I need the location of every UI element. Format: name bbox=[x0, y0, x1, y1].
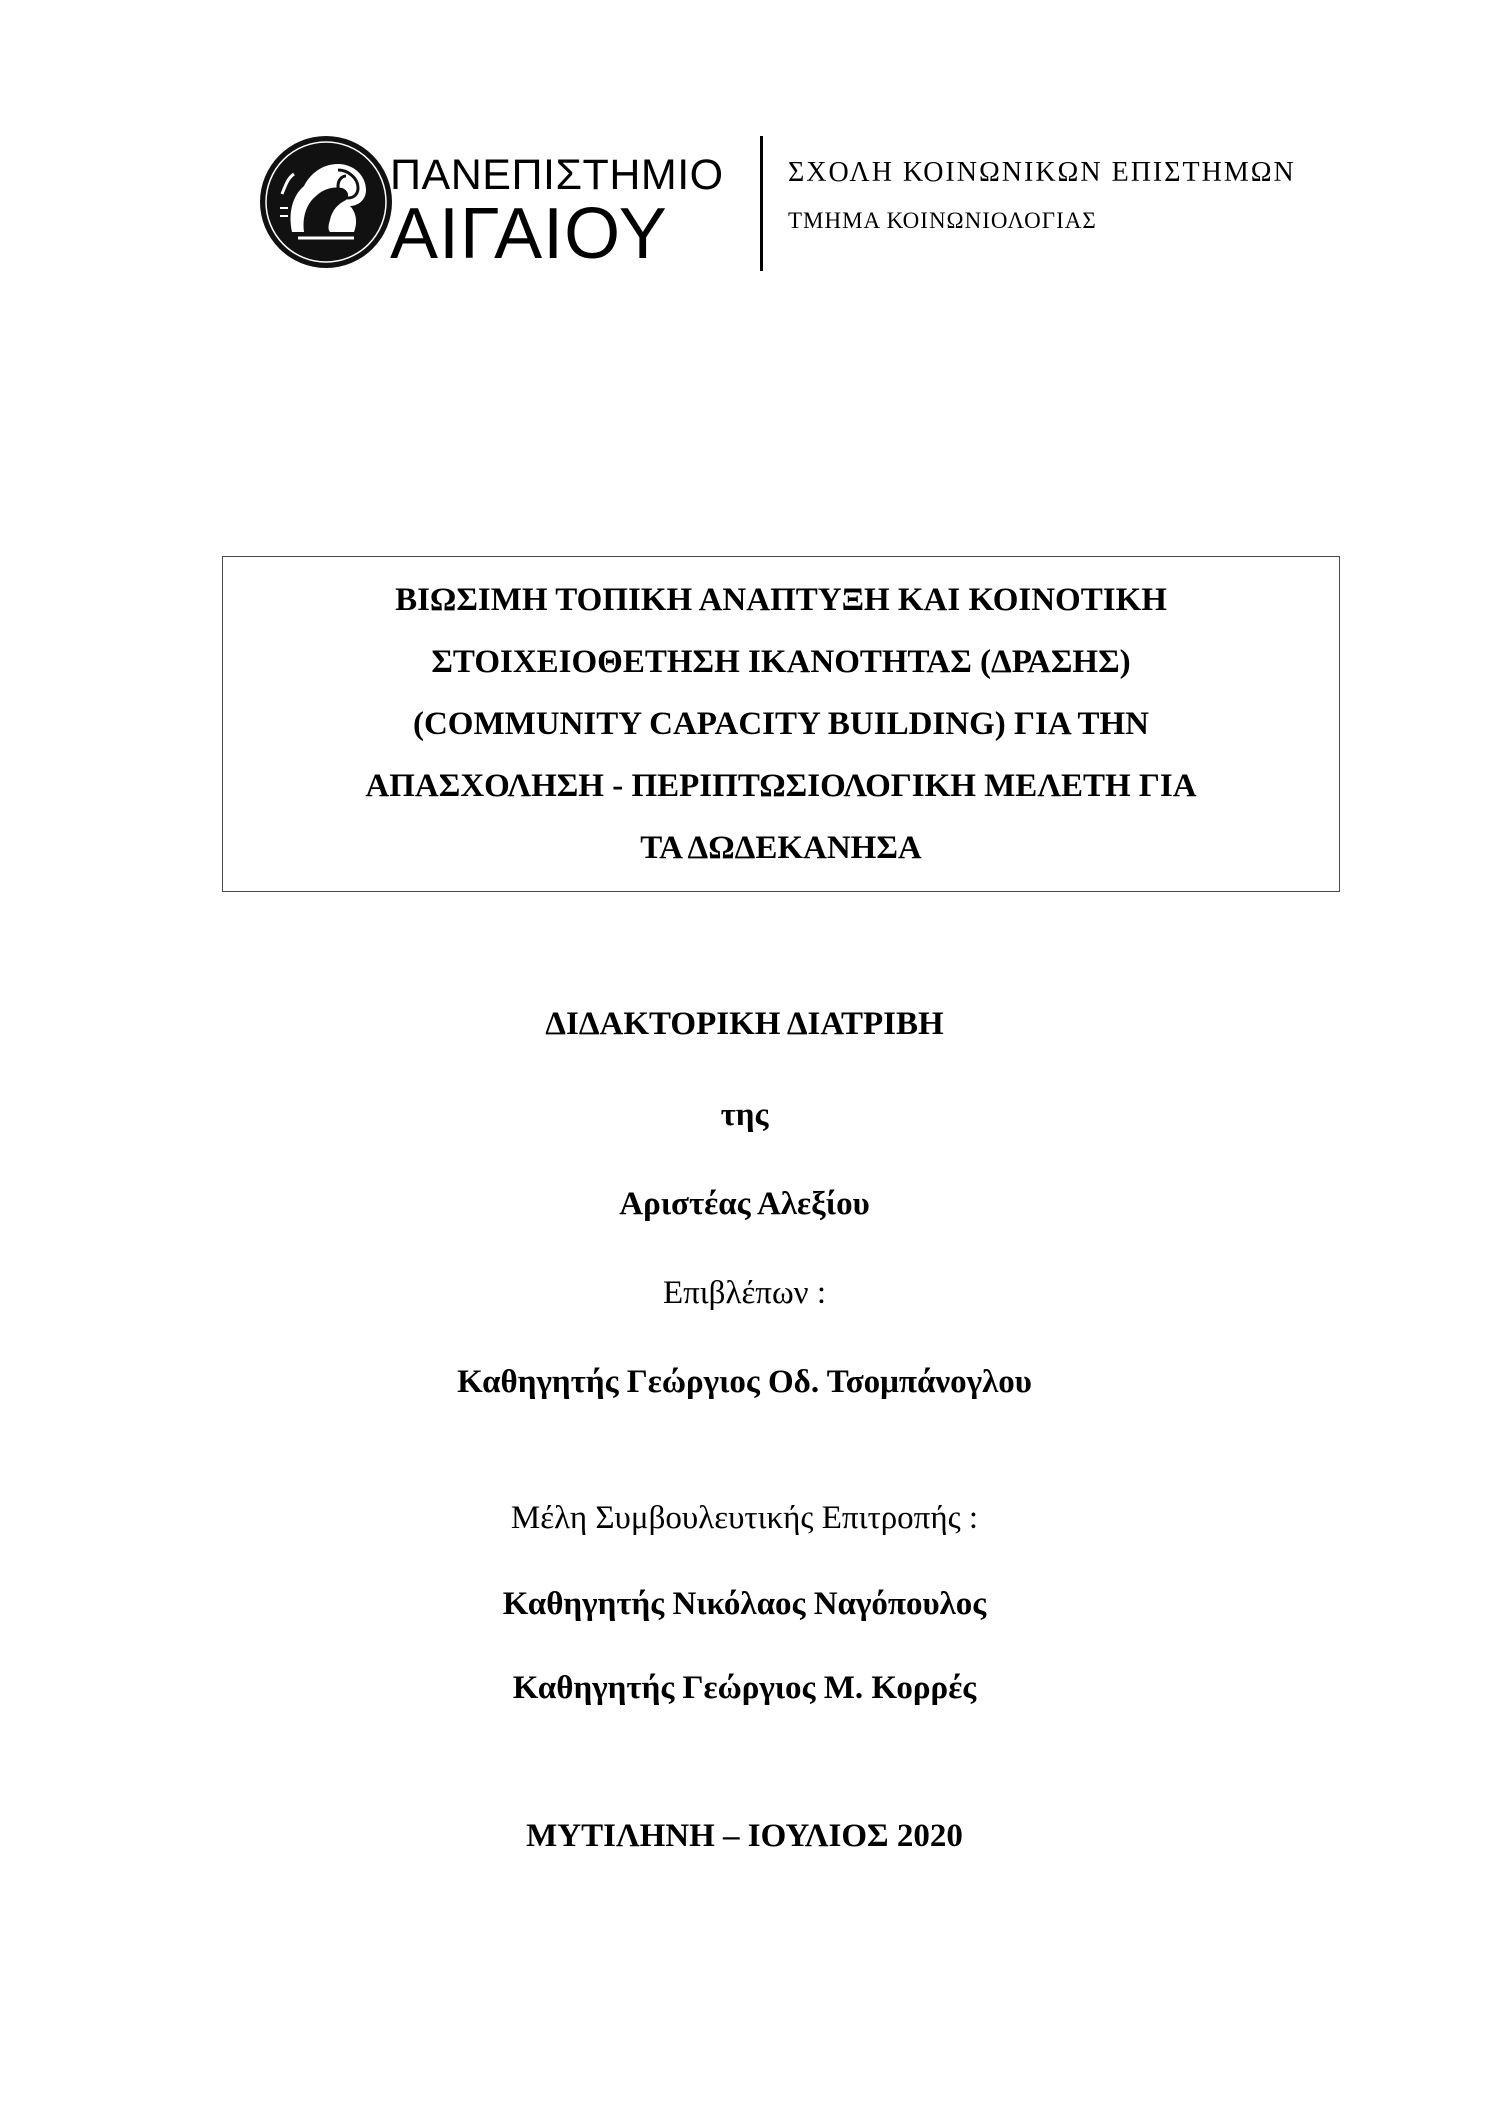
university-header bbox=[258, 132, 1318, 274]
thesis-of-label: της bbox=[720, 1097, 769, 1133]
committee-member: Καθηγητής Γεώργιος Μ. Κορρές bbox=[512, 1670, 977, 1706]
thesis-type: ΔΙΔΑΚΤΟΡΙΚΗ ΔΙΑΤΡΙΒΗ bbox=[545, 1006, 944, 1042]
supervisor-name: Καθηγητής Γεώργιος Οδ. Τσομπάνογλου bbox=[457, 1364, 1032, 1400]
university-seal-logo bbox=[258, 134, 394, 270]
thesis-title-line: ΤΑ ΔΩΔΕΚΑΝΗΣΑ bbox=[640, 830, 922, 866]
thesis-title-line: (COMMUNITY CAPACITY BUILDING) ΓΙΑ ΤΗΝ bbox=[412, 706, 1150, 742]
thesis-title bbox=[223, 569, 1339, 879]
school-name: ΣΧΟΛΗ ΚΟΙΝΩΝΙΚΩΝ ΕΠΙΣΤΗΜΩΝ bbox=[788, 157, 1296, 188]
supervisor-label: Επιβλέπων : bbox=[662, 1275, 827, 1311]
department-name: ΤΜΗΜΑ ΚΟΙΝΩΝΙΟΛΟΓΙΑΣ bbox=[788, 208, 1097, 233]
header-divider bbox=[760, 136, 763, 271]
committee-member: Καθηγητής Νικόλαος Ναγόπουλος bbox=[502, 1586, 987, 1622]
thesis-title-line: ΒΙΩΣΙΜΗ ΤΟΠΙΚΗ ΑΝΑΠΤΥΞΗ ΚΑΙ ΚΟΙΝΟΤΙΚΗ bbox=[395, 582, 1167, 618]
university-name-line2: ΑΙΓΑΙΟΥ bbox=[390, 194, 668, 274]
thesis-title-line: ΑΠΑΣΧΟΛΗΣΗ - ΠΕΡΙΠΤΩΣΙΟΛΟΓΙΚΗ ΜΕΛΕΤΗ ΓΙΑ bbox=[365, 768, 1197, 804]
author-name: Αριστέας Αλεξίου bbox=[619, 1186, 870, 1222]
thesis-title-line: ΣΤΟΙΧΕΙΟΘΕΤΗΣΗ ΙΚΑΝΟΤΗΤΑΣ (ΔΡΑΣΗΣ) bbox=[431, 644, 1131, 680]
thesis-title-box bbox=[222, 556, 1340, 892]
place-date: ΜΥΤΙΛΗΝΗ – ΙΟΥΛΙΟΣ 2020 bbox=[526, 1818, 963, 1854]
committee-label: Μέλη Συμβουλευτικής Επιτροπής : bbox=[510, 1500, 979, 1536]
faculty-info bbox=[788, 156, 1296, 236]
university-name-line1: ΠΑΝΕΠΙΣΤΗΜΙΟ bbox=[390, 151, 724, 199]
